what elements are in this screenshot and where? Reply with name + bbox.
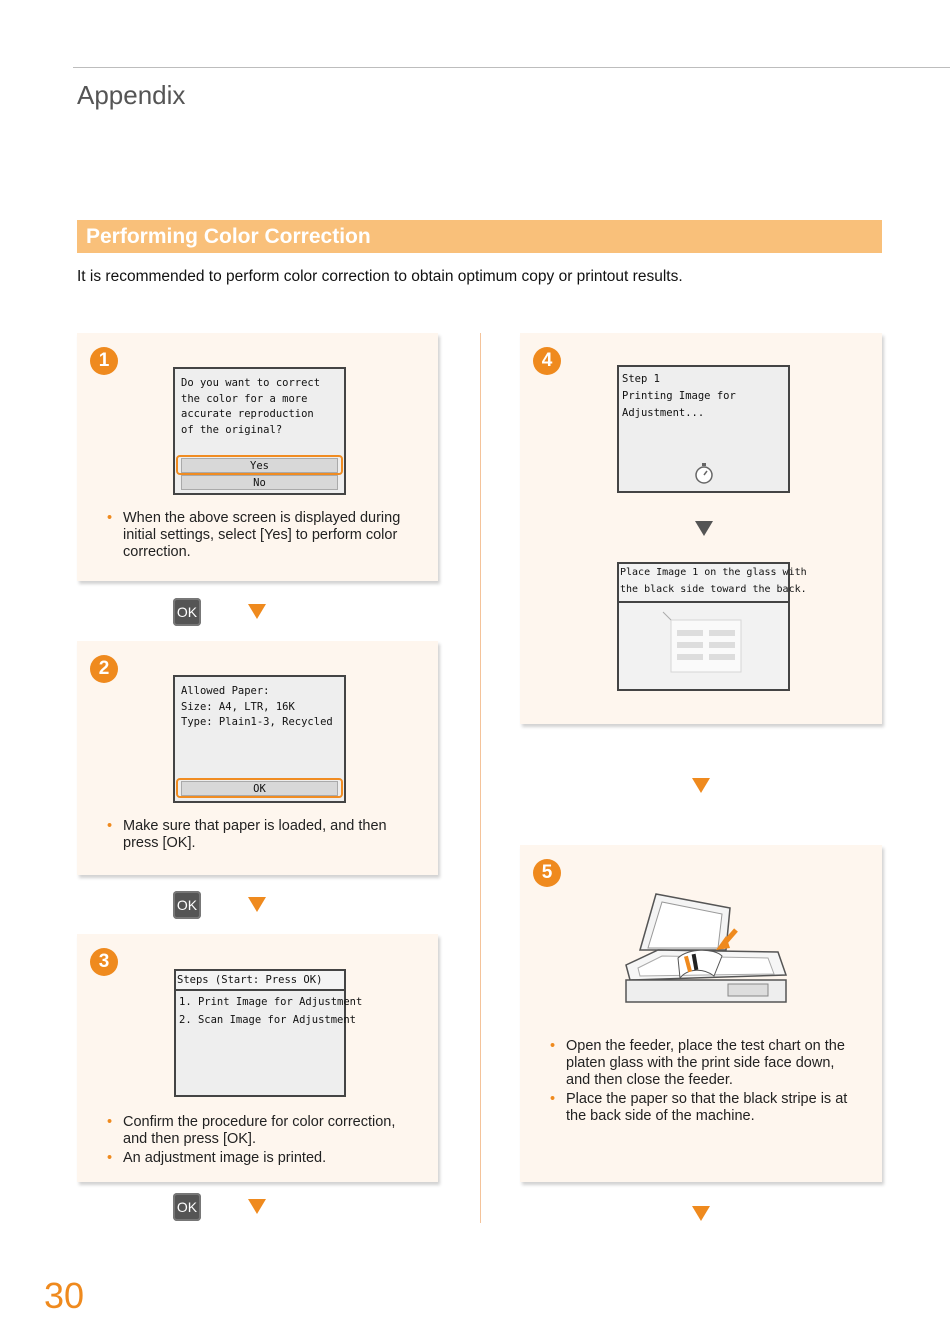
screen-line: Step 1 — [622, 373, 660, 385]
step-2-screen — [173, 675, 346, 803]
column-divider — [480, 333, 481, 1223]
screen-line: the black side toward the back. — [620, 584, 807, 595]
screen-line: the color for a more — [181, 393, 308, 405]
section-header: Appendix — [77, 80, 186, 110]
scanner-illustration — [618, 890, 790, 1005]
step-1-card — [77, 333, 438, 581]
step-1-screen — [173, 367, 346, 495]
section-title: Performing Color Correction — [86, 225, 371, 248]
arrow-down-icon — [248, 897, 266, 912]
list-item: • Place the paper so that the black stripe is at the back side of the machine. — [550, 1091, 850, 1125]
selection-highlight — [176, 778, 343, 798]
step-4-screen-2 — [617, 562, 807, 691]
arrow-down-icon — [692, 1206, 710, 1221]
screen-line: Do you want to correct — [181, 377, 321, 389]
step-4-screen — [617, 365, 790, 493]
intro-text: It is recommended to perform color correction to obtain optimum copy or printout results. — [77, 268, 683, 285]
section-title-bar — [77, 220, 882, 253]
step-5-badge: 5 — [533, 859, 561, 887]
step-3-screen — [174, 969, 363, 1097]
screen-header: Steps (Start: Press OK) — [176, 971, 344, 991]
screen-line: 1. Print Image for Adjustment — [179, 996, 363, 1008]
list-item: • Confirm the procedure for color correction, and then press [OK]. — [107, 1114, 407, 1148]
screen-line: Place Image 1 on the glass with — [620, 567, 807, 578]
step-2-badge: 2 — [90, 655, 118, 683]
list-item: • When the above screen is displayed during initial settings, select [Yes] to perform color correction. — [107, 510, 407, 561]
step-2-instructions — [107, 818, 407, 854]
list-item: • Make sure that paper is loaded, and then press [OK]. — [107, 818, 407, 852]
step-3-badge: 3 — [90, 948, 118, 976]
screen-line: accurate reproduction — [181, 408, 314, 420]
step-3-card — [77, 934, 438, 1182]
ok-option[interactable]: OK — [181, 781, 338, 796]
ok-key-icon: OK — [173, 598, 201, 626]
list-item: • Open the feeder, place the test chart on the platen glass with the print side face down, and then close the feeder. — [550, 1038, 850, 1089]
page-number: 30 — [44, 1275, 85, 1316]
selection-highlight — [176, 455, 343, 475]
step-2-card — [77, 641, 438, 875]
step-4-card — [520, 333, 882, 724]
arrow-down-icon — [695, 521, 713, 536]
stopwatch-icon — [694, 463, 714, 485]
step-1-badge: 1 — [90, 347, 118, 375]
screen-line: Adjustment... — [622, 407, 705, 419]
screen-line: Allowed Paper: — [181, 685, 270, 697]
arrow-down-icon — [248, 1199, 266, 1214]
yes-option[interactable]: Yes — [181, 458, 338, 473]
list-item: • An adjustment image is printed. — [107, 1150, 407, 1167]
step-1-instructions — [107, 510, 407, 563]
arrow-down-icon — [692, 778, 710, 793]
screen-divider — [619, 601, 788, 603]
step-5-card — [520, 845, 882, 1182]
step-3-instructions — [107, 1114, 407, 1169]
ok-key-icon: OK — [173, 1193, 201, 1221]
arrow-down-icon — [248, 604, 266, 619]
screen-line: Type: Plain1-3, Recycled — [181, 716, 333, 728]
screen-line: Printing Image for — [622, 390, 736, 402]
glass-placement-illustration — [659, 610, 749, 676]
screen-line: of the original? — [181, 424, 283, 436]
step-5-instructions — [550, 1038, 850, 1127]
screen-line: Size: A4, LTR, 16K — [181, 701, 295, 713]
screen-line: 2. Scan Image for Adjustment — [179, 1014, 357, 1026]
ok-key-icon: OK — [173, 891, 201, 919]
step-4-badge: 4 — [533, 347, 561, 375]
no-option[interactable]: No — [181, 475, 338, 490]
top-rule — [73, 67, 950, 68]
